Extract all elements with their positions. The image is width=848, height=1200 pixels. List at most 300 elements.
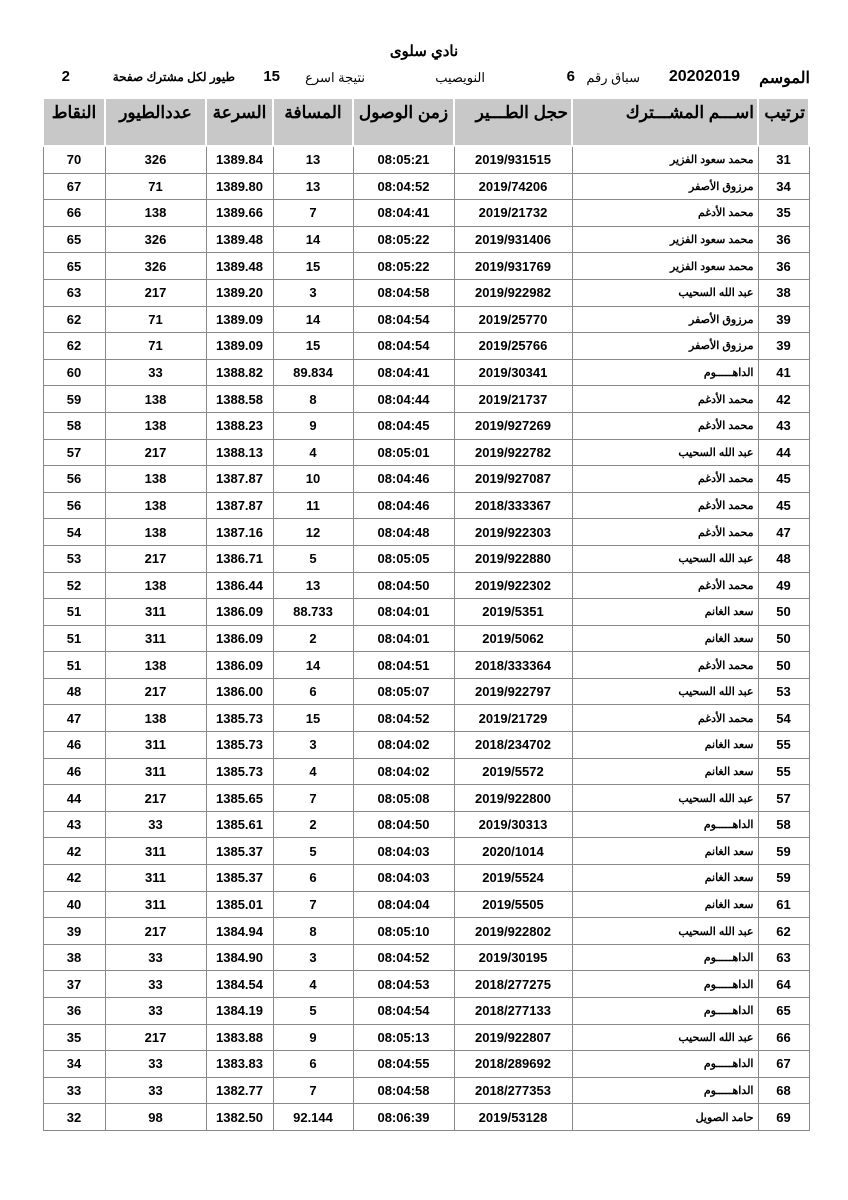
cell-speed: 1386.09 [206,625,273,652]
table-row [43,1051,809,1078]
cell-distance: 14 [273,226,353,253]
table-row [43,838,809,865]
cell-distance: 4 [273,758,353,785]
cell-speed: 1388.82 [206,359,273,386]
header-speed: السرعة [206,98,273,146]
cell-name: محمد الأدغم [572,652,758,679]
cell-speed: 1382.50 [206,1104,273,1131]
results-table [42,97,810,1131]
cell-ring: 2018/277275 [454,971,572,998]
cell-ring: 2019/21737 [454,386,572,413]
table-row [43,732,809,759]
cell-ring: 2019/25766 [454,333,572,360]
cell-speed: 1384.19 [206,998,273,1025]
cell-time: 08:04:46 [353,466,454,493]
cell-birds: 98 [105,1104,206,1131]
cell-time: 08:05:22 [353,253,454,280]
cell-rank: 41 [758,359,809,386]
location: النويصيب [435,70,485,85]
cell-speed: 1387.87 [206,466,273,493]
cell-time: 08:05:05 [353,545,454,572]
table-row [43,412,809,439]
cell-distance: 15 [273,705,353,732]
cell-birds: 326 [105,226,206,253]
cell-ring: 2019/922797 [454,678,572,705]
cell-distance: 7 [273,1077,353,1104]
cell-name: محمد الأدغم [572,466,758,493]
cell-birds: 138 [105,386,206,413]
cell-distance: 3 [273,279,353,306]
cell-time: 08:05:08 [353,785,454,812]
table-row [43,971,809,998]
cell-rank: 69 [758,1104,809,1131]
cell-birds: 138 [105,705,206,732]
cell-name: الداهـــــوم [572,1077,758,1104]
cell-points: 51 [43,599,105,626]
table-row [43,466,809,493]
cell-name: محمد الأدغم [572,200,758,227]
cell-name: مرزوق الأصفر [572,306,758,333]
cell-time: 08:04:53 [353,971,454,998]
cell-speed: 1388.23 [206,412,273,439]
cell-birds: 311 [105,758,206,785]
cell-time: 08:04:04 [353,891,454,918]
cell-points: 65 [43,253,105,280]
cell-ring: 2019/30313 [454,811,572,838]
cell-points: 62 [43,333,105,360]
race-info [40,68,810,92]
cell-speed: 1388.58 [206,386,273,413]
cell-speed: 1389.66 [206,200,273,227]
table-row [43,253,809,280]
cell-name: عبد الله السحيب [572,678,758,705]
header-birds: عددالطيور [105,98,206,146]
cell-time: 08:04:01 [353,625,454,652]
cell-ring: 2019/927087 [454,466,572,493]
cell-name: محمد الأدغم [572,705,758,732]
cell-distance: 14 [273,652,353,679]
cell-points: 43 [43,811,105,838]
cell-name: مرزوق الأصفر [572,333,758,360]
cell-ring: 2019/21732 [454,200,572,227]
cell-birds: 217 [105,918,206,945]
cell-speed: 1386.09 [206,652,273,679]
cell-rank: 61 [758,891,809,918]
cell-ring: 2019/927269 [454,412,572,439]
cell-rank: 59 [758,838,809,865]
cell-time: 08:05:10 [353,918,454,945]
table-row [43,439,809,466]
cell-time: 08:04:52 [353,944,454,971]
cell-speed: 1385.73 [206,758,273,785]
cell-time: 08:04:01 [353,599,454,626]
cell-speed: 1389.09 [206,333,273,360]
cell-speed: 1386.09 [206,599,273,626]
cell-name: سعد الغانم [572,758,758,785]
table-row [43,200,809,227]
cell-points: 32 [43,1104,105,1131]
cell-points: 60 [43,359,105,386]
cell-time: 08:04:58 [353,279,454,306]
cell-birds: 33 [105,998,206,1025]
cell-distance: 8 [273,386,353,413]
cell-rank: 50 [758,599,809,626]
cell-distance: 7 [273,200,353,227]
cell-speed: 1384.90 [206,944,273,971]
cell-time: 08:04:50 [353,572,454,599]
cell-ring: 2019/5351 [454,599,572,626]
cell-name: محمد سعود الفزير [572,146,758,173]
table-row [43,811,809,838]
cell-ring: 2019/922303 [454,519,572,546]
cell-distance: 9 [273,412,353,439]
cell-points: 66 [43,200,105,227]
cell-time: 08:04:55 [353,1051,454,1078]
cell-points: 54 [43,519,105,546]
cell-rank: 63 [758,944,809,971]
cell-ring: 2019/922982 [454,279,572,306]
cell-points: 51 [43,652,105,679]
cell-birds: 33 [105,1077,206,1104]
cell-speed: 1385.61 [206,811,273,838]
cell-distance: 3 [273,732,353,759]
cell-birds: 311 [105,599,206,626]
table-row [43,944,809,971]
cell-points: 33 [43,1077,105,1104]
cell-name: محمد سعود الفزير [572,253,758,280]
race-label: سباق رقم [586,70,640,85]
cell-points: 51 [43,625,105,652]
table-row [43,306,809,333]
cell-name: عبد الله السحيب [572,545,758,572]
table-row [43,625,809,652]
cell-points: 35 [43,1024,105,1051]
cell-points: 65 [43,226,105,253]
cell-ring: 2018/277353 [454,1077,572,1104]
cell-ring: 2019/30341 [454,359,572,386]
cell-points: 70 [43,146,105,173]
cell-ring: 2018/277133 [454,998,572,1025]
cell-points: 57 [43,439,105,466]
cell-name: محمد الأدغم [572,572,758,599]
table-row [43,652,809,679]
page-number: 2 [61,68,70,85]
cell-distance: 13 [273,146,353,173]
cell-speed: 1389.09 [206,306,273,333]
cell-name: عبد الله السحيب [572,279,758,306]
cell-speed: 1389.80 [206,173,273,200]
header-time: زمن الوصول [353,98,454,146]
table-row [43,146,809,173]
table-row [43,519,809,546]
cell-name: عبد الله السحيب [572,1024,758,1051]
cell-time: 08:05:07 [353,678,454,705]
cell-rank: 50 [758,625,809,652]
table-row [43,998,809,1025]
cell-time: 08:04:03 [353,865,454,892]
cell-birds: 71 [105,306,206,333]
cell-rank: 48 [758,545,809,572]
cell-name: الداهـــــوم [572,811,758,838]
header-name: اســـم المشـــترك [572,98,758,146]
cell-ring: 2019/922880 [454,545,572,572]
cell-time: 08:04:46 [353,492,454,519]
cell-name: محمد سعود الفزير [572,226,758,253]
cell-rank: 64 [758,971,809,998]
cell-birds: 217 [105,545,206,572]
cell-rank: 68 [758,1077,809,1104]
cell-birds: 311 [105,838,206,865]
cell-name: سعد الغانم [572,732,758,759]
cell-distance: 5 [273,998,353,1025]
cell-birds: 33 [105,1051,206,1078]
cell-time: 08:04:52 [353,173,454,200]
cell-rank: 31 [758,146,809,173]
cell-rank: 39 [758,306,809,333]
cell-rank: 66 [758,1024,809,1051]
cell-distance: 12 [273,519,353,546]
cell-points: 42 [43,838,105,865]
cell-ring: 2019/931406 [454,226,572,253]
table-row [43,865,809,892]
cell-birds: 311 [105,891,206,918]
cell-rank: 55 [758,732,809,759]
cell-distance: 88.733 [273,599,353,626]
table-row [43,1077,809,1104]
result-label: نتيجة اسرع [305,70,365,85]
cell-points: 48 [43,678,105,705]
cell-rank: 34 [758,173,809,200]
race-number: 6 [566,68,575,85]
cell-ring: 2019/30195 [454,944,572,971]
cell-birds: 33 [105,359,206,386]
cell-points: 38 [43,944,105,971]
cell-name: سعد الغانم [572,599,758,626]
cell-distance: 3 [273,944,353,971]
cell-rank: 39 [758,333,809,360]
club-title: نادي سلوى [389,43,459,60]
cell-points: 52 [43,572,105,599]
cell-distance: 9 [273,1024,353,1051]
cell-birds: 311 [105,732,206,759]
cell-name: الداهـــــوم [572,971,758,998]
cell-name: سعد الغانم [572,625,758,652]
cell-points: 67 [43,173,105,200]
cell-ring: 2019/5062 [454,625,572,652]
table-row [43,1024,809,1051]
cell-distance: 15 [273,253,353,280]
cell-time: 08:04:54 [353,333,454,360]
season-label: الموسم [759,70,810,87]
cell-time: 08:04:48 [353,519,454,546]
cell-time: 08:06:39 [353,1104,454,1131]
table-row [43,226,809,253]
cell-birds: 138 [105,466,206,493]
cell-speed: 1386.44 [206,572,273,599]
cell-distance: 10 [273,466,353,493]
cell-name: الداهـــــوم [572,1051,758,1078]
header-ring: حجل الطـــير [454,98,572,146]
cell-speed: 1384.54 [206,971,273,998]
cell-points: 39 [43,918,105,945]
cell-speed: 1384.94 [206,918,273,945]
cell-rank: 55 [758,758,809,785]
table-row [43,1104,809,1131]
cell-time: 08:04:03 [353,838,454,865]
cell-distance: 13 [273,572,353,599]
cell-name: الداهـــــوم [572,359,758,386]
cell-time: 08:04:41 [353,359,454,386]
cell-points: 44 [43,785,105,812]
cell-rank: 67 [758,1051,809,1078]
cell-time: 08:04:58 [353,1077,454,1104]
cell-speed: 1385.73 [206,732,273,759]
cell-distance: 8 [273,918,353,945]
cell-points: 53 [43,545,105,572]
cell-distance: 2 [273,811,353,838]
cell-speed: 1388.13 [206,439,273,466]
header-rank: ترتيب [758,98,809,146]
cell-speed: 1383.88 [206,1024,273,1051]
table-row [43,545,809,572]
cell-speed: 1385.73 [206,705,273,732]
cell-birds: 217 [105,785,206,812]
cell-speed: 1385.65 [206,785,273,812]
cell-ring: 2019/922302 [454,572,572,599]
cell-birds: 71 [105,173,206,200]
cell-time: 08:04:54 [353,998,454,1025]
cell-rank: 54 [758,705,809,732]
cell-speed: 1385.01 [206,891,273,918]
cell-name: سعد الغانم [572,838,758,865]
cell-birds: 138 [105,652,206,679]
cell-time: 08:05:13 [353,1024,454,1051]
cell-birds: 138 [105,572,206,599]
cell-rank: 45 [758,492,809,519]
cell-ring: 2019/5524 [454,865,572,892]
cell-ring: 2019/922782 [454,439,572,466]
cell-rank: 49 [758,572,809,599]
cell-distance: 89.834 [273,359,353,386]
cell-rank: 58 [758,811,809,838]
cell-distance: 4 [273,971,353,998]
cell-points: 37 [43,971,105,998]
cell-rank: 47 [758,519,809,546]
cell-distance: 11 [273,492,353,519]
cell-rank: 36 [758,226,809,253]
cell-points: 47 [43,705,105,732]
cell-speed: 1389.84 [206,146,273,173]
cell-speed: 1387.16 [206,519,273,546]
cell-birds: 33 [105,811,206,838]
cell-distance: 14 [273,306,353,333]
cell-speed: 1387.87 [206,492,273,519]
cell-distance: 6 [273,1051,353,1078]
cell-points: 46 [43,732,105,759]
cell-rank: 50 [758,652,809,679]
cell-speed: 1386.71 [206,545,273,572]
cell-name: مرزوق الأصفر [572,173,758,200]
cell-ring: 2018/234702 [454,732,572,759]
cell-points: 59 [43,386,105,413]
cell-birds: 217 [105,678,206,705]
cell-name: عبد الله السحيب [572,918,758,945]
cell-birds: 311 [105,625,206,652]
cell-points: 46 [43,758,105,785]
cell-ring: 2020/1014 [454,838,572,865]
cell-speed: 1385.37 [206,838,273,865]
cell-time: 08:05:01 [353,439,454,466]
cell-distance: 92.144 [273,1104,353,1131]
cell-name: عبد الله السحيب [572,785,758,812]
cell-birds: 217 [105,279,206,306]
per-label: طيور لكل مشترك صفحة [112,70,235,84]
cell-ring: 2019/922800 [454,785,572,812]
cell-time: 08:04:45 [353,412,454,439]
table-row [43,359,809,386]
cell-distance: 4 [273,439,353,466]
table-row [43,891,809,918]
table-row [43,492,809,519]
cell-points: 63 [43,279,105,306]
cell-name: سعد الغانم [572,865,758,892]
cell-points: 62 [43,306,105,333]
cell-rank: 38 [758,279,809,306]
cell-birds: 71 [105,333,206,360]
cell-ring: 2019/931769 [454,253,572,280]
cell-speed: 1382.77 [206,1077,273,1104]
cell-name: محمد الأدغم [572,386,758,413]
cell-ring: 2019/5572 [454,758,572,785]
cell-ring: 2019/5505 [454,891,572,918]
cell-speed: 1383.83 [206,1051,273,1078]
cell-distance: 7 [273,785,353,812]
cell-distance: 5 [273,545,353,572]
table-row [43,279,809,306]
cell-distance: 2 [273,625,353,652]
header-points: النقاط [43,98,105,146]
cell-rank: 35 [758,200,809,227]
cell-ring: 2018/289692 [454,1051,572,1078]
cell-distance: 5 [273,838,353,865]
table-row [43,333,809,360]
cell-points: 34 [43,1051,105,1078]
table-row [43,572,809,599]
cell-time: 08:04:50 [353,811,454,838]
table-row [43,678,809,705]
cell-points: 36 [43,998,105,1025]
table-row [43,173,809,200]
cell-ring: 2019/21729 [454,705,572,732]
table-row [43,705,809,732]
cell-rank: 53 [758,678,809,705]
cell-distance: 13 [273,173,353,200]
cell-name: محمد الأدغم [572,492,758,519]
cell-birds: 217 [105,439,206,466]
cell-birds: 311 [105,865,206,892]
cell-birds: 33 [105,944,206,971]
cell-rank: 45 [758,466,809,493]
header-distance: المسافة [273,98,353,146]
header-row [43,98,809,146]
cell-time: 08:05:21 [353,146,454,173]
cell-points: 58 [43,412,105,439]
cell-points: 56 [43,466,105,493]
cell-rank: 44 [758,439,809,466]
cell-name: حامد الصويل [572,1104,758,1131]
cell-speed: 1389.48 [206,253,273,280]
cell-name: الداهـــــوم [572,998,758,1025]
